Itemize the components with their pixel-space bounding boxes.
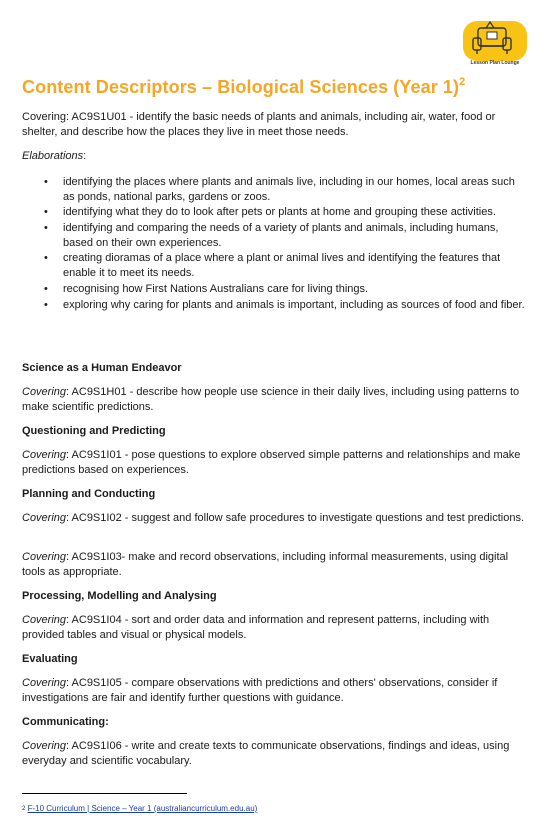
- section-heading: Questioning and Predicting: [22, 425, 166, 437]
- logo-caption: Lesson Plan Lounge: [470, 60, 520, 66]
- section-paragraph: Covering: AC9S1I02 - suggest and follow safe procedures to investigate questions and test predictions.: [22, 512, 525, 524]
- section-paragraph: Covering: AC9S1I01 - pose questions to explore observed simple patterns and relationships and make predictions based on experiences.: [22, 449, 521, 476]
- footnote-reference: 2: [459, 76, 466, 88]
- bullet-icon: •: [44, 176, 48, 188]
- intro-paragraph: Covering: AC9S1U01 - identify the basic needs of plants and animals, including air, water, food or shelter, and describe how the places they live in meet those needs.: [22, 111, 496, 138]
- page-title: Content Descriptors – Biological Sciences (Year 1)$^2$: [22, 76, 466, 97]
- section-paragraph: Covering: AC9S1I05 - compare observations with predictions and others' observations, consider if investigations are fair and identify further questions with guidance.: [22, 677, 498, 704]
- section-heading: Evaluating: [22, 653, 78, 665]
- section-paragraph: Covering: AC9S1I06 - write and create texts to communicate observations, findings and ideas, using everyday and scientific vocabulary.: [22, 740, 510, 767]
- footnote-divider: [22, 793, 187, 794]
- document-page: Lesson Plan Lounge Content Descriptors – Biological Sciences (Year 1)$^2$ Covering: AC9S1U01 - identify the basic needs of plants and animals, including air, water, food or shelter, and describe how the places they live in meet those needs. Elaborations: • identifying the places where plants and animals live, including in our homes, local areas such as ponds, national parks, gardens or zoos. • identifying what they do to look after pets or plants at home and grouping these activities. • identifying and comparing the needs of a variety of plants and animals, including humans, based on their own experiences. • creating dioramas of a place where a plant or animal lives and identifying the features that enable it to meet its needs. • recognising how First Nations Australians care for living things. • exploring why caring for plants and animals is important, including as sources of food and fiber. Science as a Human Endeavor Covering: AC9S1H01 - describe how people use science in their daily lives, including using patterns to make scientific predictions. Questioning and Predicting Covering: AC9S1I01 - pose questions to explore observed simple patterns and relationships and make predictions based on experiences. Planning and Conducting Covering: AC9S1I02 - suggest and follow safe procedures to investigate questions and test predictions. Covering: AC9S1I03- make and record observations, including informal measurements, using digital tools as appropriate. Processing, Modelling and Analysing Covering: AC9S1I04 - sort and order data and information and represent patterns, including with provided tables and visual or physical models. Evaluating Covering: AC9S1I05 - compare observations with predictions and others' observations, consider if investigations are fair and identify further questions with guidance. Communicating: Covering: AC9S1I06 - write and create texts to communicate observations, findings and ideas, using everyday and scientific vocabulary. $^2$ F-10 Curriculum | Science – Year 1 (australiancurriculum.edu.au): [0, 0, 551, 823]
- footnote: [22, 804, 257, 814]
- section-heading: Planning and Conducting: [22, 488, 156, 500]
- bullet-icon: •: [44, 206, 48, 218]
- bullet-icon: •: [44, 252, 48, 264]
- section-paragraph: Covering: AC9S1H01 - describe how people use science in their daily lives, including using patterns to make scientific predictions.: [22, 386, 520, 413]
- section-paragraph: Covering: AC9S1I03- make and record observations, including informal measurements, using digital tools as appropriate.: [22, 551, 509, 578]
- covering-label: Covering: [22, 111, 67, 123]
- section-heading: Science as a Human Endeavor: [22, 362, 182, 374]
- bullet-icon: •: [44, 222, 48, 234]
- section-paragraph: Covering: AC9S1I04 - sort and order data and information and represent patterns, including with provided tables and visual or physical models.: [22, 614, 490, 641]
- bullet-icon: •: [44, 299, 48, 311]
- bullet-icon: •: [44, 283, 48, 295]
- elaborations-label: Elaborations:: [22, 150, 87, 162]
- footnote-number: 2: [22, 806, 26, 812]
- section-heading: Processing, Modelling and Analysing: [22, 590, 217, 602]
- curriculum-link[interactable]: F-10 Curriculum | Science – Year 1 (australiancurriculum.edu.au): [27, 804, 258, 813]
- section-heading: Communicating:: [22, 716, 109, 728]
